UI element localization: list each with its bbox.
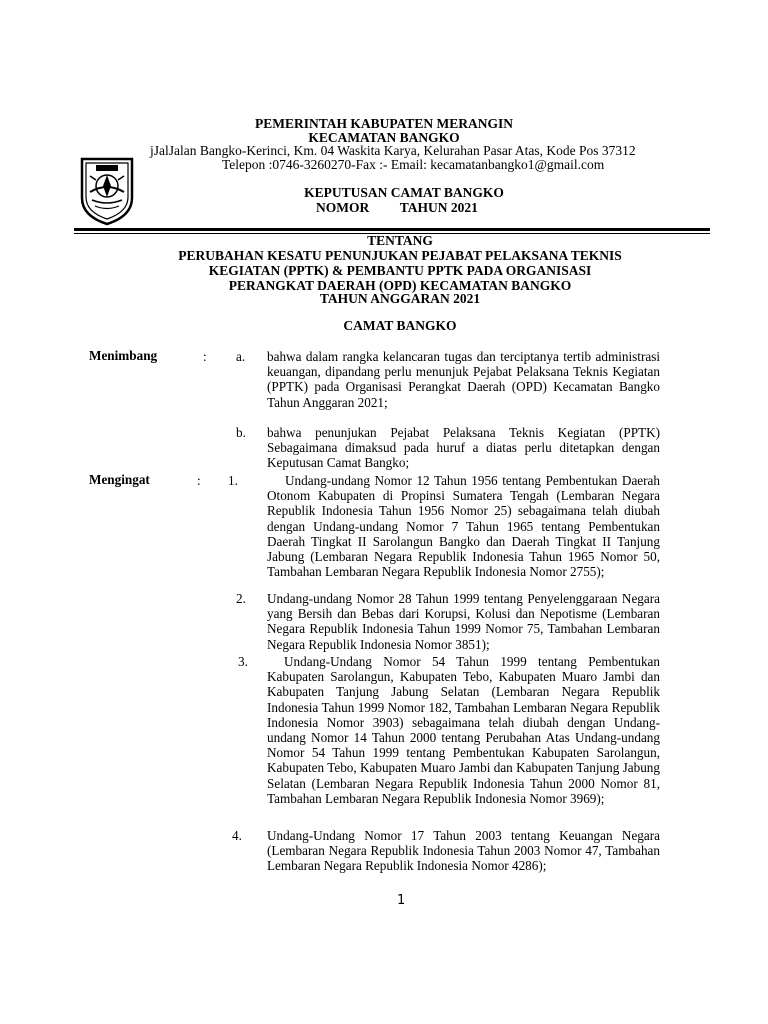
title-line-3: PERANGKAT DAERAH (OPD) KECAMATAN BANGKO — [228, 278, 572, 293]
mengingat-item-1: Undang-undang Nomor 12 Tahun 1956 tentang Pembentukan Daerah Otonom Kabupaten di Propinsi Sumatera Tengah (Lembaran Negara Republik Indonesia Tahun 1956 Nomor 25) sebagaimana telah diubah dengan Undang-undang Nomor 7 Tahun 1965 tentang Pembentukan Daerah Tingkat II Sarolangun Bangko dan Daerah Tingkat II Tanjung Jabung (Lembaran Negara Republik Indonesia Tahun 1965 Nomor 50, Tambahan Lembaran Negara Republik Indonesia Nomor 2755); — [267, 473, 660, 580]
menimbang-marker-a: a. — [236, 349, 246, 364]
mengingat-item-3: Undang-Undang Nomor 54 Tahun 1999 tentang Pembentukan Kabupaten Sarolangun, Kabupaten Tebo, Kabupaten Muaro Jambi dan Kabupaten Tanjung Jabung Selatan (Lembaran Negara Republik Indonesia Tahun 1999 Nomor 182, Tambahan Lembaran Negara Republik Indonesia Nomor 3903) sebagaimana telah diubah dengan Undang-undang Nomor 14 Tahun 2000 tentang Perubahan Atas Undang-undang Nomor 54 Tahun 1999 tentang Pembentukan Kabupaten Sarolangun, Kabupaten Tebo, Kabupaten Muaro Jambi dan Kabupaten Tanjung Jabung Selatan (Lembaran Negara Republik Indonesia Tahun 2000 Nomor 81, Tambahan Lembaran Negara Republik Indonesia Nomor 3969); — [267, 654, 660, 806]
menimbang-item-b: bahwa penunjukan Pejabat Pelaksana Teknis Kegiatan (PPTK) Sebagaimana dimaksud pada huruf a diatas perlu ditetapkan dengan Keputusan Camat Bangko; — [267, 425, 660, 471]
official-title: CAMAT BANGKO — [343, 318, 457, 333]
menimbang-colon: : — [203, 349, 207, 364]
title-line-2: KEGIATAN (PPTK) & PEMBANTU PPTK PADA ORGANISASI — [208, 263, 592, 278]
menimbang-item-a: bahwa dalam rangka kelancaran tugas dan terciptanya tertib administrasi keuangan, dipandang perlu menunjuk Pejabat Pelaksana Teknis Kegiatan (PPTK) pada Organisasi Perangkat Daerah (OPD) Kecamatan Bangko Tahun Anggaran 2021; — [267, 349, 660, 410]
mengingat-label: Mengingat — [89, 472, 150, 487]
decree-year: TAHUN 2021 — [399, 200, 478, 215]
title-line-1: PERUBAHAN KESATU PENUNJUKAN PEJABAT PELAKSANA TEKNIS — [178, 248, 622, 263]
office-address: jJalJalan Bangko-Kerinci, Km. 04 Waskita Karya, Kelurahan Pasar Atas, Kode Pos 37312 — [150, 143, 636, 158]
decree-title: KEPUTUSAN CAMAT BANGKO — [304, 185, 504, 200]
mengingat-item-2: Undang-undang Nomor 28 Tahun 1999 tentang Penyelenggaraan Negara yang Bersih dan Bebas dari Korupsi, Kolusi dan Nepotisme (Lembaran Negara Republik Indonesia Tahun 1999 Nomor 75, Tambahan Lembaran Negara Republik Indonesia Nomor 3851); — [267, 591, 660, 652]
decree-number-label: NOMOR — [316, 200, 370, 215]
mengingat-marker-4: 4. — [232, 828, 242, 843]
mengingat-marker-2: 2. — [236, 591, 246, 606]
government-name: PEMERINTAH KABUPATEN MERANGIN — [254, 116, 513, 131]
menimbang-label: Menimbang — [89, 348, 158, 363]
office-contact: Telepon :0746-3260270-Fax :- Email: kecamatanbangko1@gmail.com — [222, 157, 605, 172]
mengingat-item-4: Undang-Undang Nomor 17 Tahun 2003 tentang Keuangan Negara (Lembaran Negara Republik Indonesia Tahun 2003 Nomor 47, Tambahan Lembaran Negara Republik Indonesia Nomor 4286); — [267, 828, 660, 874]
menimbang-marker-b: b. — [236, 425, 246, 440]
title-line-4: TAHUN ANGGARAN 2021 — [319, 291, 481, 306]
header-rule-thick — [74, 228, 710, 231]
mengingat-colon: : — [197, 473, 201, 488]
mengingat-marker-3: 3. — [238, 654, 248, 669]
page-number: 1 — [397, 893, 406, 908]
title-tentang: TENTANG — [367, 233, 433, 248]
mengingat-marker-1: 1. — [228, 473, 238, 488]
district-name: KECAMATAN BANGKO — [308, 130, 460, 145]
decree-number — [316, 200, 478, 215]
